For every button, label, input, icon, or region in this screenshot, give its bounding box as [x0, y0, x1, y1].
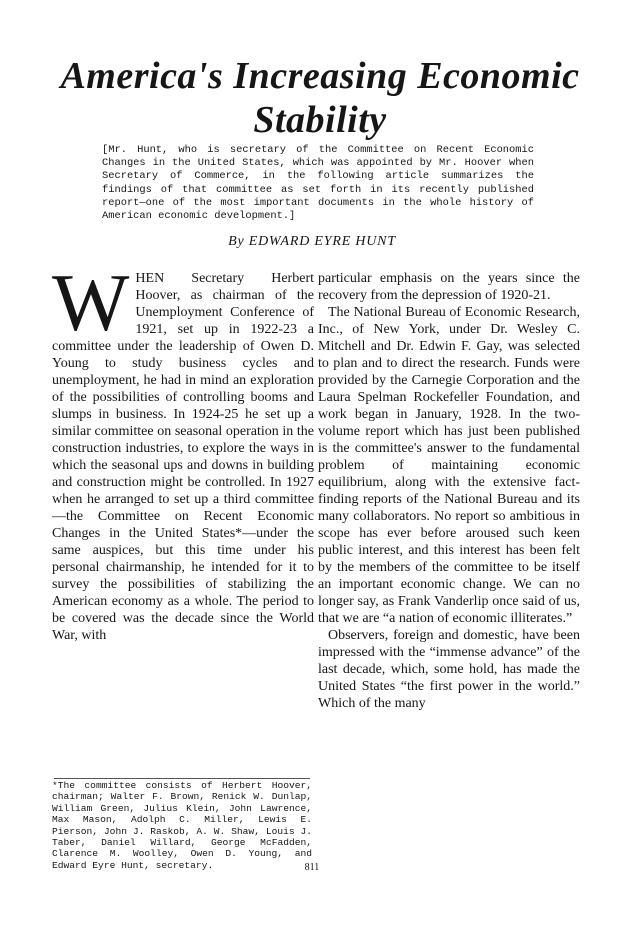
- text-column-right: [318, 270, 580, 712]
- editor-note: [Mr. Hunt, who is secretary of the Committee on Recent Economic Changes in the United States, which was appointed by Mr. Hoover when Secretary of Commerce, in the following article summarizes the findings of that committee as set forth in its recently published report—one of the most important documents in the whole history of American economic development.]: [102, 144, 534, 223]
- footnote-divider: [54, 778, 310, 779]
- opening-paragraph-text: HEN Secretary Herbert Hoover, as chairman of the Unemployment Conference of 1921, set up in 1922-23 a committee under the leadership of Owen D. Young to study business cycles and unemployment, he had in mind an exploration of the possibilities of controlling booms and slumps in business. In 1924-25 he set up a similar committee on seasonal operation in the construction industries, to explore the ways in which the seasonal ups and downs in building and construction might be controlled. In 1927 when he arranged to set up a third committee—the Committee on Recent Economic Changes in the United States*—under the same auspices, but this time under his personal chairmanship, he intended for it to survey the possibilities of stabilizing the American economy as a whole. The period to be covered was the decade since the World War, with: [52, 271, 314, 643]
- text-column-left: [52, 257, 314, 644]
- paragraph-national-bureau: The National Bureau of Economic Research, Inc., of New York, under Dr. Wesley C. Mitchell and Dr. Edwin F. Gay, was selected to plan and to direct the research. Funds were provided by the Carnegie Corporation and the Laura Spelman Rockefeller Foundation, and work began in January, 1928. In the two-volume report which has just been published is the committee's answer to the fundamental problem of maintaining economic equilibrium, along with the extensive fact-finding reports of the National Bureau and its many collaborators. No report so ambitious in scope has ever before aroused such keen public interest, and this interest has been felt by the members of the committee to be itself an important economic change. We can no longer say, as Frank Vanderlip once said of us, that we are “a nation of economic illiterates.”: [318, 305, 580, 626]
- paragraph-continuation: particular emphasis on the years since the recovery from the depression of 1920-21.: [318, 271, 580, 303]
- byline: By EDWARD EYRE HUNT: [228, 234, 396, 249]
- footnote: *The committee consists of Herbert Hoover, chairman; Walter F. Brown, Renick W. Dunlap, William Green, Julius Klein, John Lawrence, Max Mason, Adolph C. Miller, Lewis E. Pierson, John J. Raskob, A. W. Shaw, Louis J. Taber, Daniel Willard, George McFadden, Clarence M. Woolley, Owen D. Young, and Edward Eyre Hunt, secretary.: [52, 780, 312, 871]
- opening-paragraph: [52, 257, 314, 644]
- paragraph-observers: Observers, foreign and domestic, have been impressed with the “immense advance” of the last decade, which, some hold, has made the United States “the first power in the world.” Which of the many: [318, 628, 580, 711]
- drop-cap: W: [52, 257, 130, 348]
- page-number: 811: [304, 862, 320, 873]
- article-title: America's Increasing Economic Stability: [60, 55, 580, 141]
